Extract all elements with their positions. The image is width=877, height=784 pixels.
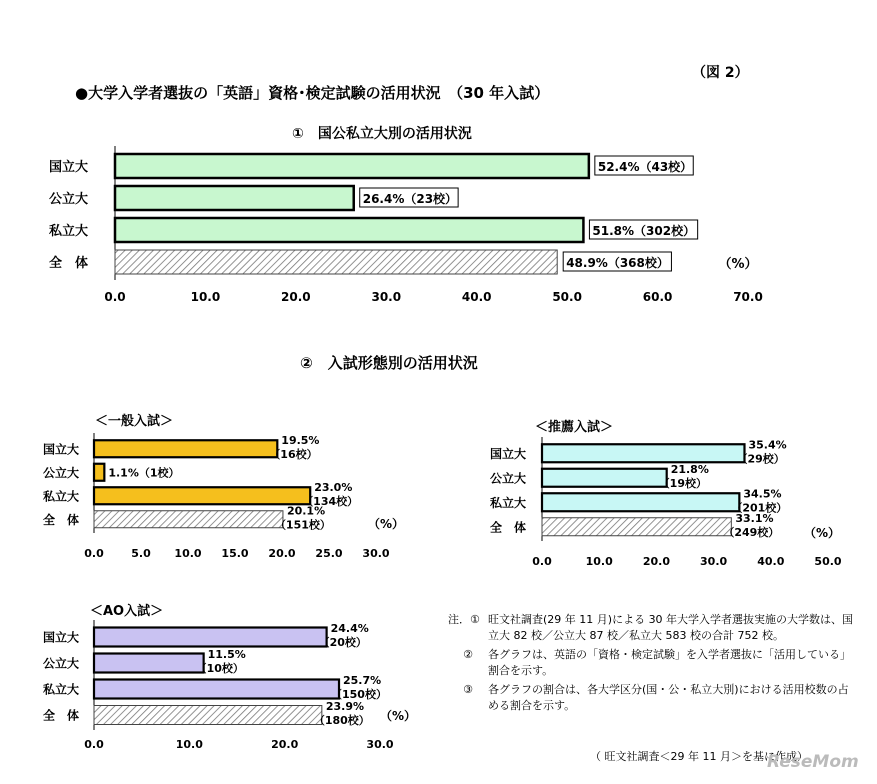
bar [94,464,104,481]
note-number: ③ [463,683,473,696]
bar [94,628,327,647]
tick-label: 0.0 [104,290,126,304]
tick-label: 20.0 [642,555,670,568]
tick-label: 60.0 [642,290,673,304]
tick-label: 0.0 [532,555,552,568]
data-label: 35.4% [748,438,787,452]
data-label-count: （134校） [302,494,359,508]
data-label: 25.7% [343,674,382,687]
tick-label: 0.0 [84,547,104,560]
tick-label: 50.0 [552,290,582,304]
source-note: （ 旺文社調査＜29 年 11 月＞を基に作成） [590,750,808,763]
bar [542,493,739,511]
note-number: ② [463,648,473,661]
tick-label: 10.0 [174,547,202,560]
data-label-count: （20校） [318,636,367,649]
category-label: 国立大 [42,630,79,645]
unit-label: （%） [718,257,758,272]
category-label: 全 体 [489,520,526,535]
bar [94,654,204,673]
resemom-logo: ReseMom [767,752,859,772]
data-label: 23.9% [325,700,365,713]
notes [448,612,858,717]
tick-label: 50.0 [814,555,842,568]
bar [115,218,583,242]
category-label: 私立大 [48,223,88,239]
data-label: 34.5% [743,487,782,501]
main-title: ●大学入学者選抜の「英語」資格･検定試験の活用状況 （30 年入試） [75,84,550,102]
data-label-count: （180校） [313,714,370,727]
bar [542,518,731,536]
bar [94,440,277,457]
data-label: 24.4% [330,622,369,635]
tick-label: 10.0 [190,290,221,304]
tick-label: 40.0 [461,290,492,304]
category-label: 公立大 [48,191,88,207]
bar [94,511,283,528]
note-text: 旺文社調査(29 年 11 月)による 30 年大学入学者選抜実施の大学数は、国立大 82 校／公立大 87 校／私立大 583 校の合計 752 校。 [488,613,854,642]
data-label: 20.1% [286,504,326,518]
category-label: 公立大 [42,465,79,480]
tick-label: 30.0 [700,555,728,568]
unit-label: （%） [379,709,417,723]
unit-label: （%） [367,517,405,531]
category-label: 公立大 [42,656,79,671]
data-label: 33.1% [735,511,774,525]
tick-label: 10.0 [585,555,613,568]
tick-label: 5.0 [131,547,151,560]
data-label-count: （150校） [331,688,387,701]
bar [115,250,557,274]
section1-title: ① 国公私立大別の活用状況 [292,126,472,142]
category-label: 全 体 [42,708,79,723]
data-label: 19.5% [281,433,320,447]
category-label: 国立大 [42,442,79,457]
tick-label: 30.0 [371,290,402,304]
bar [94,706,322,725]
data-label-count: （249校） [723,525,780,539]
data-label: 1.1%（1校） [108,466,180,480]
data-label-count: （19校） [658,476,708,490]
section2-title: ② 入試形態別の活用状況 [300,354,478,372]
note-text: 各グラフの割合は、各大学区分(国・公・私立大別)における活用校数の占める割合を示す。 [488,683,849,712]
tick-label: 70.0 [733,290,763,304]
data-label: 23.0% [314,480,353,494]
bar [542,444,744,462]
category-label: 全 体 [42,512,79,527]
bar [115,186,354,210]
tick-label: 20.0 [271,738,299,751]
category-label: 公立大 [489,471,526,486]
tick-label: 30.0 [366,738,394,751]
tick-label: 25.0 [315,547,343,560]
ao-exam-title: ＜AO入試＞ [90,604,164,619]
tick-label: 20.0 [281,290,311,304]
data-label-count: （16校） [269,447,318,461]
note-text: 各グラフは、英語の「資格・検定試験」を入学者選抜に「活用している」割合を示す。 [488,648,851,677]
data-label: 21.8% [670,462,709,476]
data-label-count: （10校） [195,662,244,675]
category-label: 国立大 [489,446,526,461]
category-label: 私立大 [489,495,526,510]
tick-label: 10.0 [175,738,203,751]
tick-label: 20.0 [268,547,296,560]
suisen-exam-title: ＜推薦入試＞ [535,420,614,435]
category-label: 全 体 [48,255,88,271]
data-label-count: （29校） [736,452,785,466]
general-exam-title: ＜一般入試＞ [95,414,174,429]
note-3 [448,682,858,714]
bar [94,680,339,699]
data-label: 48.9%（368校） [566,256,669,270]
note-2 [448,647,858,679]
category-label: 私立大 [42,682,79,697]
data-label-count: （201校） [731,501,788,515]
unit-label: （%） [803,526,841,540]
category-label: 国立大 [48,159,88,175]
data-label: 11.5% [207,648,246,661]
data-label: 26.4%（23校） [362,192,458,206]
note-number: 注．① [448,613,480,626]
data-label-count: （151校） [274,518,331,532]
tick-label: 0.0 [84,738,104,751]
tick-label: 40.0 [757,555,785,568]
category-label: 私立大 [42,489,79,504]
tick-label: 30.0 [362,547,390,560]
bar [115,154,589,178]
tick-label: 15.0 [221,547,249,560]
note-1 [448,612,858,644]
data-label: 51.8%（302校） [592,224,696,238]
bar [94,487,310,504]
data-label: 52.4%（43校） [597,160,693,174]
figure-label: （図 2） [692,65,749,81]
bar [542,469,667,487]
